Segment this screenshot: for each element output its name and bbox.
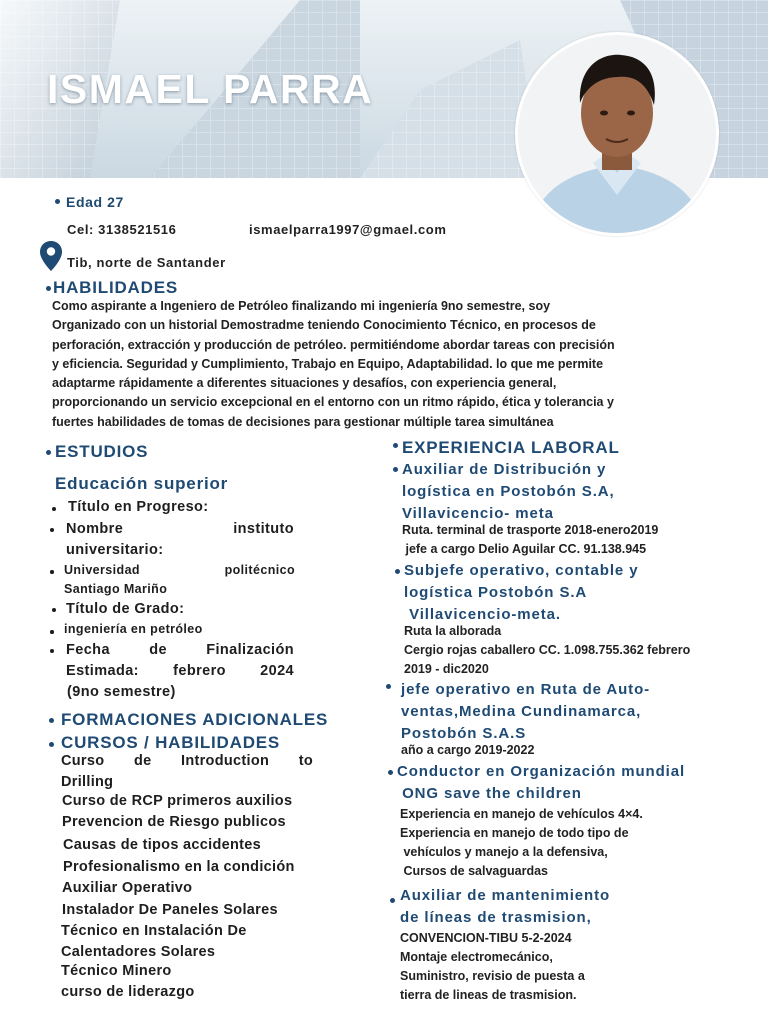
course-item: Técnico en Instalación De: [61, 923, 247, 939]
job-title-line: ventas,Medina Cundinamarca,: [401, 703, 642, 720]
job-title-line: Villavicencio-meta.: [404, 606, 561, 623]
bullet: [46, 286, 51, 291]
job-details-2: [404, 622, 690, 679]
job-title-3: [401, 679, 650, 745]
bullet: [46, 450, 51, 455]
bullet: [50, 570, 54, 574]
job-detail-line: Cergio rojas caballero CC. 1.098.755.362 febrero: [404, 643, 691, 657]
job-details-4: [400, 805, 643, 881]
word: instituto: [233, 521, 294, 537]
paragraph-line: adaptarme rápidamente a diferentes situaciones y desafíos, con experiencia general,: [52, 376, 557, 391]
education-subtitle: Educación superior: [55, 474, 229, 493]
paragraph-line: y eficiencia. Seguridad y Cumplimiento, Trabajo en Equipo, Adaptabilidad. lo que me permite: [52, 356, 604, 371]
habilidades-paragraph: [52, 297, 732, 432]
estimada-line: [66, 663, 294, 679]
bullet: [49, 718, 54, 723]
bullet: [388, 770, 393, 775]
bullet: [52, 608, 56, 612]
word: to: [298, 753, 313, 769]
job-detail-line: año a cargo 2019-2022: [401, 743, 535, 757]
job-title-line: de líneas de trasmision,: [400, 909, 592, 926]
bullet: [395, 569, 400, 574]
job-title-line: logística Postobón S.A: [404, 584, 588, 601]
job-detail-line: Ruta. terminal de trasporte 2018-enero2019: [402, 523, 659, 537]
job-title-line: Auxiliar de Distribución y: [402, 461, 607, 478]
word: Finalización: [206, 642, 294, 658]
job-detail-line: Montaje electromecánico,: [400, 950, 553, 964]
titulo-progreso-label: Título en Progreso:: [68, 499, 209, 515]
job-detail-line: Suministro, revisio de puesta a: [400, 969, 585, 983]
job-title-line: ONG save the children: [397, 785, 582, 802]
bullet: [50, 630, 54, 634]
course-item-drilling-line: [61, 753, 313, 769]
course-item: Drilling: [61, 774, 114, 790]
course-item: Instalador De Paneles Solares: [62, 902, 278, 918]
bullet: [386, 684, 391, 689]
job-title-line: Postobón S.A.S: [401, 725, 527, 742]
section-title-estudios: ESTUDIOS: [55, 442, 149, 461]
job-detail-line: Experiencia en manejo de vehículos 4×4.: [400, 807, 643, 821]
word: Introduction: [181, 753, 270, 769]
word: Fecha: [66, 642, 110, 658]
word: febrero: [173, 663, 226, 679]
job-title-line: logística en Postobón S.A,: [402, 483, 615, 500]
course-item: Profesionalismo en la condición: [63, 859, 295, 875]
semestre-text: (9no semestre): [67, 684, 176, 700]
job-title-line: Villavicencio- meta: [402, 505, 554, 522]
course-item: Causas de tipos accidentes: [63, 837, 261, 853]
job-title-1: [402, 459, 615, 525]
job-detail-line: CONVENCION-TIBU 5-2-2024: [400, 931, 572, 945]
carrera-text: ingeniería en petróleo: [64, 622, 203, 636]
fecha-line: [66, 642, 294, 658]
job-detail-line: tierra de lineas de trasmision.: [400, 988, 577, 1002]
word: de: [133, 753, 152, 769]
profile-portrait-image: [518, 35, 716, 233]
profile-photo: [515, 32, 719, 236]
job-title-4: [397, 761, 685, 805]
nombre-instituto-line: [66, 521, 294, 537]
job-title-2: [404, 560, 638, 626]
course-item: curso de liderazgo: [61, 984, 195, 1000]
job-title-line: Conductor en Organización mundial: [397, 763, 686, 780]
course-item: Prevencion de Riesgo publicos: [62, 814, 286, 830]
section-title-formaciones: FORMACIONES ADICIONALES: [61, 710, 329, 729]
job-title-line: jefe operativo en Ruta de Auto-: [401, 681, 651, 698]
job-details-3: [401, 741, 534, 760]
job-title-5: [400, 885, 610, 929]
paragraph-line: Como aspirante a Ingeniero de Petróleo finalizando mi ingeniería 9no semestre, soy: [52, 299, 551, 313]
job-detail-line: vehículos y manejo a la defensiva,: [400, 845, 608, 859]
word: Universidad: [64, 563, 140, 577]
bullet: [50, 649, 54, 653]
section-title-cursos: CURSOS / HABILIDADES: [61, 733, 281, 752]
job-title-line: Auxiliar de mantenimiento: [400, 887, 611, 904]
location-text: Tib, norte de Santander: [67, 255, 226, 270]
titulo-grado-label: Título de Grado:: [66, 601, 185, 617]
word: Curso: [61, 753, 105, 769]
section-title-experiencia: EXPERIENCIA LABORAL: [402, 438, 620, 457]
job-details-5: [400, 929, 585, 1005]
map-pin-icon: [39, 240, 63, 272]
word: de: [149, 642, 167, 658]
paragraph-line: Organizado con un historial Demostradme teniendo Conocimiento Técnico, en procesos de: [52, 318, 596, 333]
course-item: Técnico Minero: [61, 963, 172, 979]
age-text: Edad 27: [66, 194, 124, 210]
word: Nombre: [66, 521, 124, 537]
course-item: Calentadores Solares: [61, 944, 216, 960]
job-detail-line: 2019 - dic2020: [404, 662, 489, 676]
universitario-label: universitario:: [66, 542, 164, 558]
bullet: [55, 199, 60, 204]
section-title-habilidades: HABILIDADES: [53, 278, 178, 297]
word: politécnico: [224, 563, 295, 577]
word: Estimada:: [66, 663, 139, 679]
paragraph-line: proporcionando un servicio excepcional en el entorno con un ritmo rápido, ética y tolerancia y: [52, 395, 614, 410]
job-detail-line: Cursos de salvaguardas: [400, 864, 548, 878]
universidad-name: Santiago Mariño: [64, 582, 168, 596]
universidad-line: [64, 563, 295, 577]
job-detail-line: Experiencia en manejo de todo tipo de: [400, 826, 629, 840]
paragraph-line: fuertes habilidades de tomas de decisiones para gestionar múltiple tarea simultánea: [52, 414, 554, 429]
job-detail-line: Ruta la alborada: [404, 624, 502, 638]
job-detail-line: jefe a cargo Delio Aguilar CC. 91.138.945: [402, 542, 647, 556]
course-item: Auxiliar Operativo: [62, 880, 193, 896]
candidate-name: ISMAEL PARRA: [47, 66, 374, 112]
phone-text: Cel: 3138521516: [67, 222, 177, 237]
job-title-line: Subjefe operativo, contable y: [404, 562, 639, 579]
course-item: Curso de RCP primeros auxilios: [62, 793, 293, 809]
bullet: [393, 467, 398, 472]
bullet: [390, 898, 395, 903]
word: 2024: [260, 663, 294, 679]
paragraph-line: perforación, extracción y producción de petróleo. permitiéndome abordar tareas con precisión: [52, 337, 615, 352]
bullet: [50, 528, 54, 532]
bullet: [393, 443, 398, 448]
bullet: [49, 742, 54, 747]
email-text: ismaelparra1997@gmael.com: [249, 222, 447, 237]
job-details-1: [402, 521, 658, 559]
bullet: [52, 507, 56, 511]
